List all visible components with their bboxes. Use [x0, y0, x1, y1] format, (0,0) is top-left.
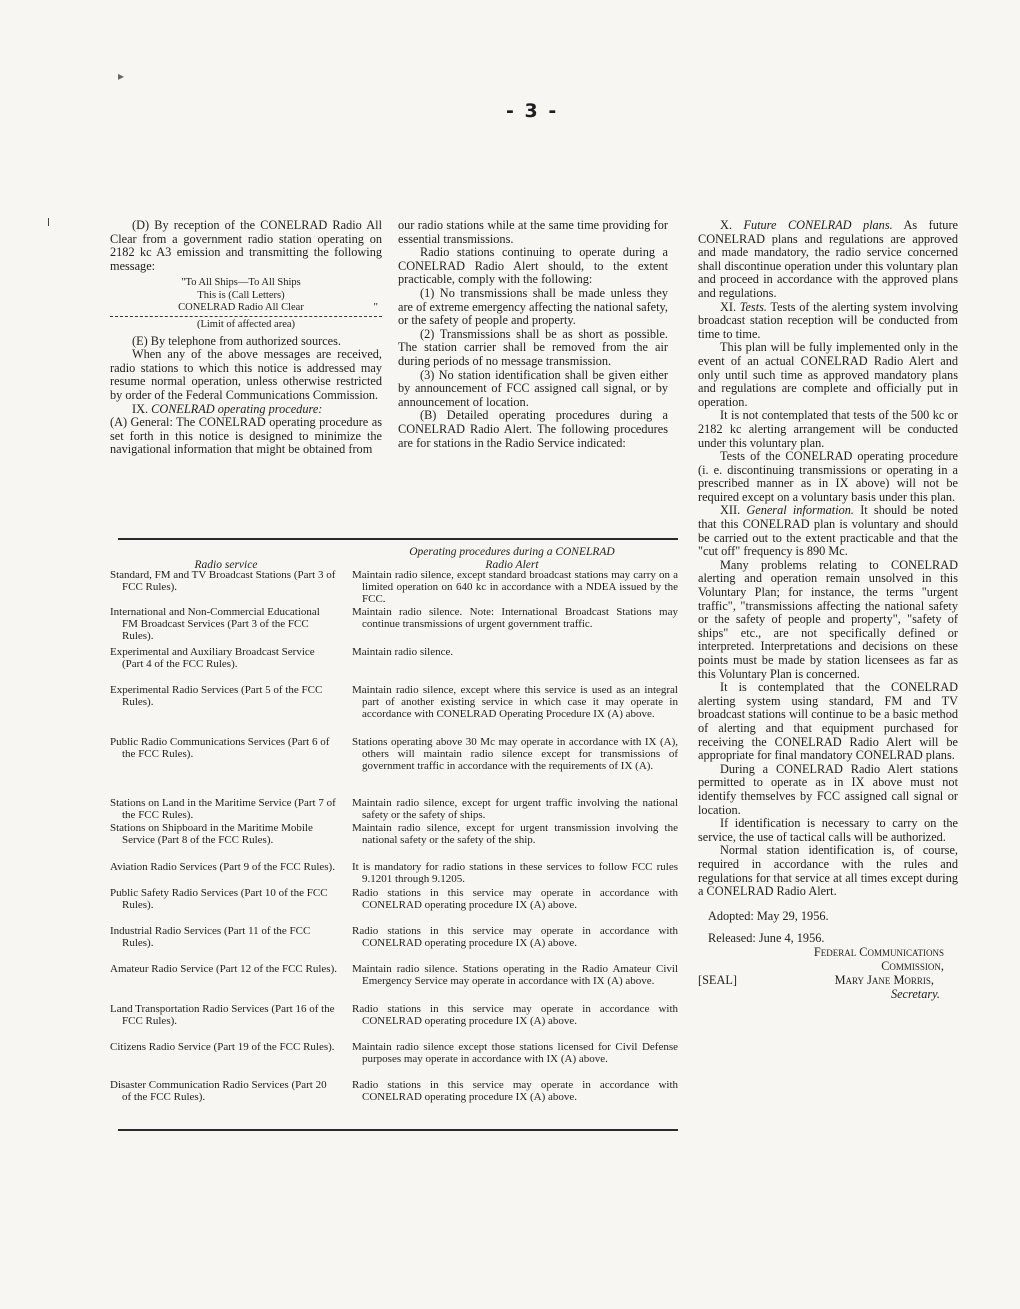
procedure-cell: Maintain radio silence except those stations licensed for Civil Defense purposes may operate in accordance with IX (A) above.: [352, 1041, 678, 1065]
table-row: [110, 823, 680, 847]
left-column: [110, 219, 382, 457]
service-cell: Aviation Radio Services (Part 9 of the FCC Rules).: [110, 861, 335, 873]
section-text: Tests of the alerting system involving broadcast station reception will be conducted from time to time.: [698, 299, 958, 341]
section-text: As future CONELRAD plans and regulations are approved and made mandatory, the radio service concerned shall discontinue operation under this voluntary plan and proceed in accordance with the approved plans and regulations.: [698, 218, 959, 300]
service-cell: Public Radio Communications Services (Part 6 of the FCC Rules).: [110, 736, 330, 760]
service-cell: International and Non-Commercial Educational FM Broadcast Services (Part 3 of the FCC Rules).: [110, 606, 320, 642]
table-row: [110, 926, 680, 950]
paragraph-not-contemplated: It is not contemplated that tests of the 500 kc or 2182 kc alerting arrangement will be conducted under this voluntary plan.: [698, 408, 958, 450]
section-number: XI.: [720, 299, 737, 314]
procedure-cell: Radio stations in this service may operate in accordance with CONELRAD operating procedure IX (A) above.: [352, 925, 678, 949]
agency-name: Federal Communications: [813, 944, 944, 959]
message-line: This is (Call Letters): [197, 289, 285, 301]
paragraph-ix-a: (A) General: The CONELRAD operating procedure as set forth in this notice is designed to minimize the navigational information that might be obtained from: [110, 415, 382, 457]
signer-name: Mary Jane Morris,: [834, 972, 934, 987]
service-cell: Citizens Radio Service (Part 19 of the FCC Rules).: [110, 1041, 335, 1053]
adopted-date: Adopted: May 29, 1956.: [708, 908, 829, 923]
paragraph-identification: If identification is necessary to carry on the service, the use of tactical calls will be authorized.: [698, 816, 958, 844]
table-row: [110, 798, 680, 822]
table-row: [110, 1042, 680, 1066]
service-cell: Stations on Shipboard in the Maritime Mobile Service (Part 8 of the FCC Rules).: [110, 822, 313, 846]
procedure-cell: Stations operating above 30 Mc may operate in accordance with IX (A), others will maintain radio silence except for transmissions of government traffic in accordance with the requirements of IX (A).: [352, 736, 678, 772]
paragraph-d: (D) By reception of the CONELRAD Radio All Clear from a government radio station operating on 2182 kc A3 emission and transmitting the following message:: [110, 218, 382, 273]
scan-speck: ▸: [118, 69, 125, 83]
procedure-cell: Maintain radio silence.: [352, 646, 454, 658]
table-bottom-rule: [118, 1129, 678, 1131]
procedure-cell: Maintain radio silence. Note: International Broadcast Stations may continue transmissions of urgent government traffic.: [352, 606, 678, 630]
service-cell: Land Transportation Radio Services (Part 16 of the FCC Rules).: [110, 1003, 335, 1027]
closing-quote: ": [373, 301, 378, 313]
section-title: Tests.: [739, 299, 767, 314]
service-cell: Disaster Communication Radio Services (Part 20 of the FCC Rules).: [110, 1079, 327, 1103]
table-row: [110, 1080, 680, 1104]
paragraph-many-problems: Many problems relating to CONELRAD alerting and operation remain unsolved in this Voluntary Plan; for instance, the terms "urgent traffic", "transmissions affecting the national safety or the safety of people and property", "safety of ships" etc., are not specifically defined or interpreted. Interpretations and decisions on these points must be made by station licensees as far as this Voluntary Plan is concerned.: [698, 557, 958, 681]
section-text: It should be noted that this CONELRAD plan is voluntary and should be carried out to the extent practicable and that the "cut off" frequency is 890 Mc.: [698, 503, 959, 559]
section-xii: [698, 504, 958, 558]
table-row: [110, 862, 680, 886]
paragraph-3: (3) No station identification shall be given either by announcement of FCC assigned call signal, or by announcement of location.: [398, 367, 668, 409]
procedure-cell: Maintain radio silence, except for urgent transmission involving the national safety or the safety of the ship.: [352, 822, 678, 846]
middle-column: [398, 219, 668, 450]
service-cell: Amateur Radio Service (Part 12 of the FCC Rules).: [110, 963, 337, 975]
message-line: "To All Ships—To All Ships: [181, 277, 301, 289]
paragraph-plan: This plan will be fully implemented only in the event of an actual CONELRAD Radio Alert and only until such time as approved mandatory plans and regulations are complete and officially put in operation.: [698, 340, 958, 409]
procedure-cell: Maintain radio silence, except where this service is used as an integral part of another existing service in which case it may operate in accordance with CONELRAD Operating Procedure IX (A) above.: [352, 684, 678, 720]
section-ix-heading: [110, 403, 382, 417]
table-row: [110, 647, 680, 671]
table-row: [110, 1004, 680, 1028]
section-number: X.: [720, 218, 732, 232]
header-line: Operating procedures during a CONELRAD: [409, 546, 615, 558]
released-date: Released: June 4, 1956.: [708, 930, 825, 945]
paragraph-tests: Tests of the CONELRAD operating procedure (i. e. discontinuing transmissions or operating in a prescribed manner as in IX above) will not be required except on a voluntary basis under this plan.: [698, 449, 958, 504]
service-cell: Public Safety Radio Services (Part 10 of the FCC Rules).: [110, 887, 328, 911]
procedure-cell: Maintain radio silence, except standard broadcast stations may carry on a limited operation on 640 kc in accordance with a NDEA issued by the FCC.: [352, 569, 678, 605]
service-cell: Experimental and Auxiliary Broadcast Service (Part 4 of the FCC Rules).: [110, 646, 315, 670]
paragraph-b: (B) Detailed operating procedures during a CONELRAD Radio Alert. The following procedures are for stations in the Radio Service indicated:: [398, 408, 668, 450]
message-line: CONELRAD Radio All Clear: [178, 302, 304, 314]
column-header-service: Radio service: [194, 559, 258, 571]
paragraph-when: When any of the above messages are received, radio stations to which this notice is addressed may resume normal operation, unless otherwise restricted by order of the Federal Communications Commission.: [110, 347, 382, 402]
table-top-rule: [118, 538, 678, 540]
procedure-cell: Radio stations in this service may operate in accordance with CONELRAD operating procedure IX (A) above.: [352, 887, 678, 911]
agency-name-continued: Commission,: [881, 958, 944, 973]
service-cell: Industrial Radio Services (Part 11 of the FCC Rules).: [110, 925, 311, 949]
signature-block: [698, 909, 958, 1001]
header-line: Radio Alert: [485, 558, 539, 571]
table-row: [110, 888, 680, 912]
table-row: [110, 685, 680, 720]
paragraph-continued: our radio stations while at the same time providing for essential transmissions.: [398, 218, 668, 246]
section-number: IX.: [132, 401, 149, 416]
table-row: [110, 964, 680, 988]
procedure-cell: Radio stations in this service may operate in accordance with CONELRAD operating procedure IX (A) above.: [352, 1079, 678, 1103]
paragraph-normal: Normal station identification is, of course, required in accordance with the rules and regulations for that service at all times except during a CONELRAD Radio Alert.: [698, 843, 958, 899]
table-row: [110, 737, 680, 772]
table-row: [110, 570, 680, 605]
paragraph-radio-stations: Radio stations continuing to operate during a CONELRAD Radio Alert should, to the extent practicable, comply with the following:: [398, 245, 668, 287]
column-header-procedure: [362, 546, 662, 571]
seal-label: [SEAL]: [698, 972, 737, 987]
table-row: [110, 607, 680, 642]
procedure-cell: Maintain radio silence. Stations operating in the Radio Amateur Civil Emergency Service may operate in accordance with IX (A) above.: [352, 963, 678, 987]
service-cell: Standard, FM and TV Broadcast Stations (Part 3 of FCC Rules).: [110, 569, 336, 593]
paragraph-e: (E) By telephone from authorized sources.: [132, 333, 341, 348]
right-column: [698, 219, 958, 1001]
service-cell: Experimental Radio Services (Part 5 of the FCC Rules).: [110, 684, 323, 708]
section-title: Future CONELRAD plans.: [743, 218, 893, 232]
section-title: General information.: [746, 503, 854, 518]
section-number: XII.: [720, 503, 741, 518]
all-clear-message: [110, 277, 382, 314]
paragraph-during: During a CONELRAD Radio Alert stations permitted to operate as in IX above must not identify themselves by FCC assigned call signal or location.: [698, 761, 958, 817]
procedure-cell: Maintain radio silence, except for urgent traffic involving the national safety or the safety of ships.: [352, 797, 678, 821]
signer-title: Secretary.: [890, 986, 940, 1001]
margin-mark: [48, 218, 49, 226]
section-x: [698, 219, 958, 301]
paragraph-contemplated: It is contemplated that the CONELRAD alerting system using standard, FM and TV broadcast stations will continue to be a basic method of alerting and that equipment purchased for receiving the CONELRAD Radio Alert will be appropriate for final mandatory CONELRAD plans.: [698, 680, 958, 763]
service-cell: Stations on Land in the Maritime Service (Part 7 of the FCC Rules).: [110, 797, 336, 821]
section-title: CONELRAD operating procedure:: [151, 401, 323, 416]
procedure-cell: It is mandatory for radio stations in these services to follow FCC rules 9.1201 through 9.1205.: [352, 861, 678, 885]
paragraph-2: (2) Transmissions shall be as short as possible. The station carrier shall be removed from the air during periods of no message transmission.: [398, 326, 668, 368]
paragraph-1: (1) No transmissions shall be made unless they are of extreme emergency affecting the national safety, or the safety of people and property.: [398, 285, 668, 328]
procedure-cell: Radio stations in this service may operate in accordance with CONELRAD operating procedure IX (A) above.: [352, 1003, 678, 1027]
section-xi: [698, 301, 958, 342]
dashed-line: [110, 316, 382, 317]
affected-area-label: (Limit of affected area): [196, 318, 296, 330]
page-number: - 3 -: [506, 100, 559, 122]
